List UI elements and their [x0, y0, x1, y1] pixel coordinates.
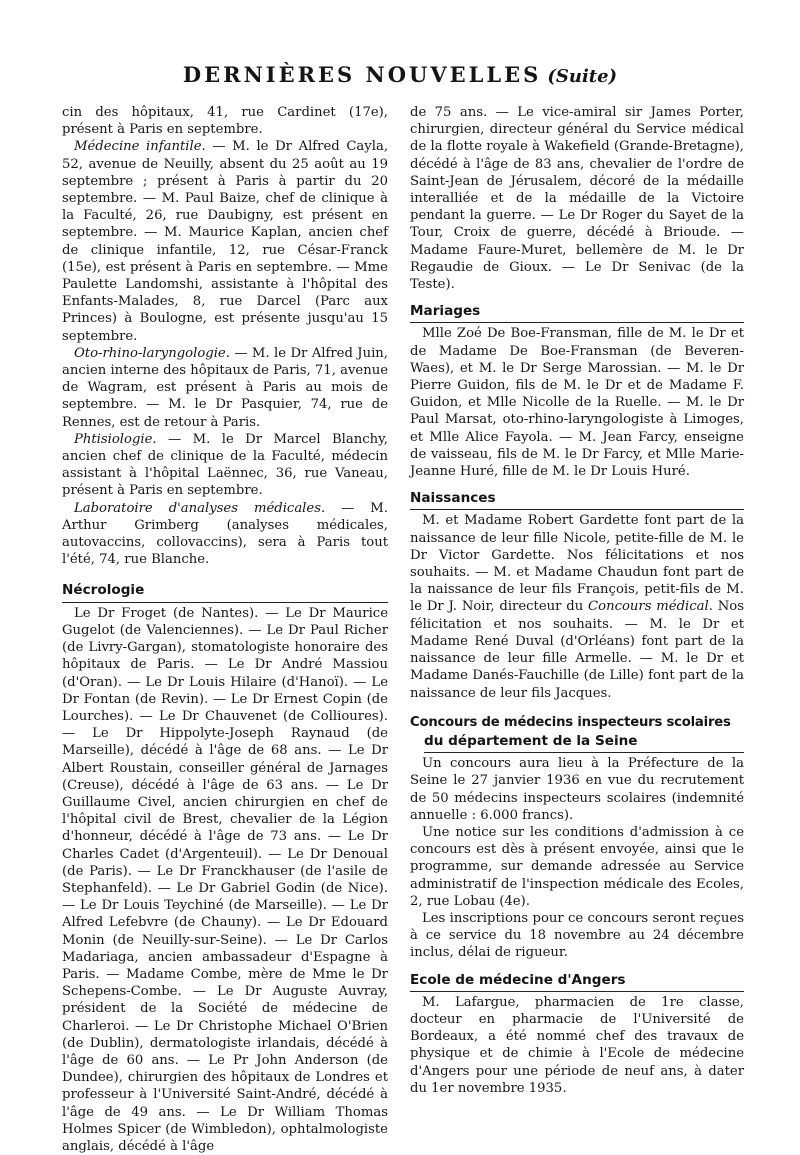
rubric-text: — M. le Dr Alfred Cayla, 52, avenue de Neuilly, absent du 25 août au 19 septembre ; présent à Paris à partir du 20 septembre. — M. Paul Baize, chef de clinique à la Faculté, 26, rue Daubigny, est présent en septembre. — M. Maurice Kaplan, ancien chef de clinique infantile, 12, rue César-Franck (15e), est présent à Paris en septembre. — Mme Paulette Landomshi, assistante à l'hôpital des Enfants-Malades, 8, rue Darcel (Parc aux Princes) à Boulogne, est présente jusqu'au 15 septembre.: [62, 139, 389, 344]
necrologie-text: Le Dr Froget (de Nantes). — Le Dr Maurice Gugelot (de Valenciennes). — Le Dr Paul Richer (de Livry-Gargan), stomatologiste honoraire des hôpitaux de Paris. — Le Dr André Massiou (d'Oran). — Le Dr Louis Hilaire (d'Hanoï). — Le Dr Fontan (de Revin). — Le Dr Ernest Copin (de Lourches). — Le Dr Chauvenet (de Collioures). — Le Dr Hippolyte-Joseph Raynaud (de Marseille), décédé à l'âge de 68 ans. — Le Dr Albert Roustain, conseiller général de Jarnages (Creuse), décédé à l'âge de 63 ans. — Le Dr Guillaume Civel, ancien chirurgien en chef de l'hôpital civil de Brest, chevalier de la Légion d'honneur, décédé à l'âge de 73 ans. — Le Dr Charles Cadet (d'Argenteuil). — Le Dr Denoual (de Paris). — Le Dr Franckhauser (de l'asile de Stephanfeld). — Le Dr Gabriel Godin (de Nice). — Le Dr Louis Teychiné (de Marseille). — Le Dr Alfred Lefebvre (de Chauny). — Le Dr Edouard Monin (de Neuilly-sur-Seine). — Le Dr Carlos Madariaga, ancien ambassadeur d'Espagne à Paris. — Madame Combe, mère de Mme le Dr Schepens-Combe. — Le Dr Auguste Auvray, président de la Société de médecine de Charleroi. — Le Dr Christophe Michael O'Brien (de Dublin), dermatologiste irlandais, décédé à l'âge de 60 ans. — Le Pr John Anderson (de Dundee), chirurgien des hôpitaux de Londres et professeur à l'Université Saint-André, décédé à l'âge de 49 ans. — Le Dr William Thomas Holmes Spicer (de Wimbledon), ophtalmologiste anglais, décédé à l'âge: [62, 605, 388, 1154]
section-heading-necrologie: Nécrologie: [62, 582, 388, 602]
concours-paragraph: Une notice sur les conditions d'admission à ce concours est dès à présent envoyée, ainsi que le programme, sur demande adressée au Service administratif de l'inspection médicale des Ecoles, 2, rue Lobau (4e).: [410, 824, 744, 909]
paragraph-laboratoire: [62, 500, 388, 569]
naissances-text-a: M. et Madame Robert Gardette font part de la naissance de leur fille Nicole, petite-fille de M. le Dr Victor Gardette. Nos félicitations et nos souhaits. — M. et Madame Chaudun font part de la naissance de leur fils François, petit-fils de M. le Dr J. Noir, directeur du: [410, 513, 744, 615]
title-suite: (Suite): [547, 66, 618, 87]
paragraph-orl: [62, 345, 388, 431]
page-title: [0, 62, 800, 87]
section-heading-concours: Concours de médecins inspecteurs scolaires: [410, 714, 731, 730]
necrologie-continued: de 75 ans. — Le vice-amiral sir James Porter, chirurgien, directeur général du Service médical de la flotte royale à Wakefield (Grande-Bretagne), décédé à l'âge de 83 ans, chevalier de l'ordre de Saint-Jean de Jérusalem, décoré de la médaille interalliée et de la médaille de la Victoire pendant la guerre. — Le Dr Roger du Sayet de la Tour, Croix de guerre, décédé à Brioude. — Madame Faure-Muret, bellemère de M. le Dr Regaudie de Gioux. — Le Dr Senivac (de la Teste).: [410, 105, 744, 293]
section-subheading-concours: du département de la Seine: [424, 733, 744, 753]
paragraph: cin des hôpitaux, 41, rue Cardinet (17e), présent à Paris en septembre.: [62, 105, 388, 138]
journal-title: Concours médical: [588, 599, 709, 615]
section-heading-naissances: Naissances: [410, 490, 744, 510]
rubric-label: Oto-rhino-laryngologie.: [74, 345, 230, 361]
naissances-text: [410, 512, 744, 701]
paragraph-phtisiologie: [62, 431, 388, 500]
rubric-text: — M. Arthur Grimberg (analyses médicales, autovaccins, collovaccins), sera à Paris tout l'été, 74, rue Blanche.: [62, 500, 388, 568]
rubric-label: Laboratoire d'analyses médicales.: [74, 500, 326, 516]
paragraph-medecine-infantile: [62, 138, 388, 344]
rubric-label: Phtisiologie.: [74, 431, 157, 447]
rubric-label: Médecine infantile.: [74, 139, 206, 155]
right-column: [410, 104, 744, 1097]
naissances-text-b: . Nos félicitation et nos souhaits. — M. le Dr et Madame René Duval (d'Orléans) font part de la naissance de leur fille Armelle. — M. le Dr et Madame Danés-Fauchille (de Lille) font part de la naissance de leur fils Jacques.: [410, 599, 744, 701]
concours-paragraph: Les inscriptions pour ce concours seront reçues à ce service du 18 novembre au 24 décembre inclus, délai de rigueur.: [410, 910, 744, 961]
section-heading-angers: Ecole de médecine d'Angers: [410, 972, 744, 992]
concours-paragraph: Un concours aura lieu à la Préfecture de la Seine le 27 janvier 1936 en vue du recrutement de 50 médecins inspecteurs scolaires (indemnité annuelle : 6.000 francs).: [410, 756, 744, 823]
rubric-text: — M. le Dr Marcel Blanchy, ancien chef de clinique de la Faculté, médecin assistant à l'hôpital Laënnec, 36, rue Vaneau, présent à Paris en septembre.: [62, 431, 388, 499]
angers-text: M. Lafargue, pharmacien de 1re classe, docteur en pharmacie de l'Université de Bordeaux, a été nommé chef des travaux de physique et de chimie à l'Ecole de médecine d'Angers pour une période de neuf ans, à dater du 1er novembre 1935.: [410, 994, 744, 1096]
rubric-text: — M. le Dr Alfred Juin, ancien interne des hôpitaux de Paris, 71, avenue de Wagram, est présent à Paris au mois de septembre. — M. le Dr Pasquier, 74, rue de Rennes, est de retour à Paris.: [62, 345, 388, 430]
section-heading-mariages: Mariages: [410, 303, 744, 323]
title-text: DERNIÈRES NOUVELLES: [182, 62, 542, 87]
mariages-text: Mlle Zoé De Boe-Fransman, fille de M. le Dr et de Madame De Boe-Fransman (de Beveren-Waes), et M. le Dr Serge Marossian. — M. le Dr Pierre Guidon, fils de M. le Dr et de Madame F. Guidon, et Mlle Nicolle de la Ruelle. — M. le Dr Paul Marsat, oto-rhino-laryngologiste à Limoges, et Mlle Alice Fayola. — M. Jean Farcy, enseigne de vaisseau, fils de M. le Dr Farcy, et Mlle Marie-Jeanne Huré, fille de M. le Dr Louis Huré.: [410, 326, 744, 480]
left-column: [62, 104, 388, 1155]
